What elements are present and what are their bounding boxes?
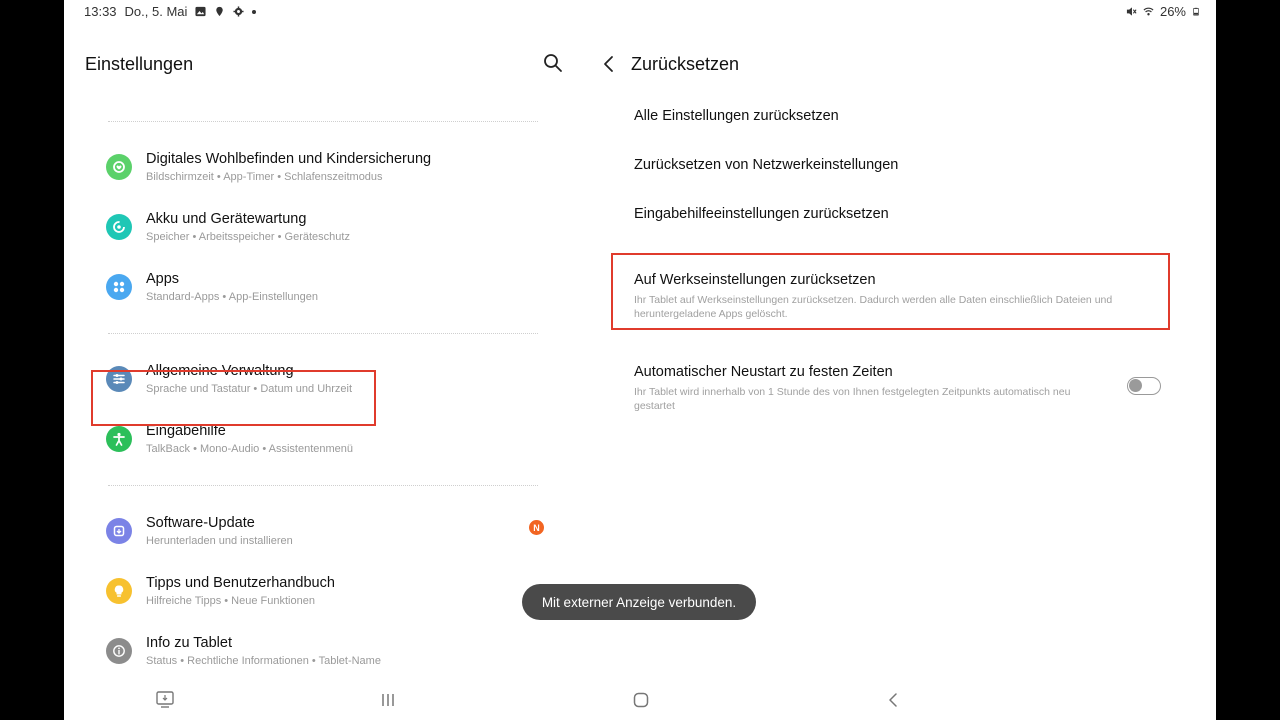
toggle-knob — [1129, 379, 1142, 392]
settings-item-subtitle: Herunterladen und installieren — [146, 535, 293, 547]
battery-icon — [1192, 6, 1200, 17]
reset-item-title: Auf Werkseinstellungen zurücksetzen — [634, 272, 876, 288]
reset-accessibility-settings-item[interactable] — [634, 206, 1174, 222]
tablet-screen — [64, 0, 1216, 720]
page-title: Einstellungen — [85, 54, 194, 74]
settings-item-title: Apps — [146, 271, 180, 287]
settings-item-general-management[interactable] — [104, 358, 544, 414]
settings-item-subtitle: Bildschirmzeit • App-Timer • Schlafenszeitmodus — [146, 171, 383, 183]
settings-item-tips[interactable] — [104, 570, 544, 626]
settings-notification-icon — [233, 6, 244, 17]
reset-network-settings-item[interactable] — [634, 157, 1174, 173]
reset-pane — [584, 22, 1216, 682]
divider — [108, 485, 538, 486]
home-icon[interactable] — [630, 690, 652, 710]
settings-item-title: Digitales Wohlbefinden und Kindersicherung — [146, 151, 432, 167]
tips-icon — [106, 578, 132, 604]
status-date: Do., 5. Mai — [124, 4, 188, 19]
info-icon — [106, 638, 132, 664]
reset-item-title: Zurücksetzen von Netzwerkeinstellungen — [634, 157, 899, 173]
settings-item-subtitle: Status • Rechtliche Informationen • Tablet-Name — [146, 655, 381, 667]
settings-list-pane — [64, 22, 564, 682]
settings-item-subtitle: Sprache und Tastatur • Datum und Uhrzeit — [146, 383, 353, 395]
settings-item-accessibility[interactable] — [104, 418, 544, 474]
back-icon[interactable] — [883, 690, 905, 710]
taskbar-toggle-icon[interactable] — [154, 690, 176, 710]
factory-reset-item[interactable] — [634, 272, 1174, 321]
settings-item-subtitle: Speicher • Arbeitsspeicher • Geräteschutz — [146, 231, 350, 243]
auto-restart-item[interactable] — [634, 364, 1104, 413]
settings-item-title: Eingabehilfe — [146, 423, 226, 439]
reset-all-settings-item[interactable] — [634, 108, 1174, 124]
settings-item-title: Akku und Gerätewartung — [146, 211, 307, 227]
general-management-icon — [106, 366, 132, 392]
gallery-notification-icon — [195, 6, 206, 17]
settings-item-wellbeing[interactable] — [104, 146, 544, 202]
settings-item-title: Tipps und Benutzerhandbuch — [146, 575, 335, 591]
settings-item-battery-care[interactable] — [104, 206, 544, 262]
settings-item-title: Info zu Tablet — [146, 635, 232, 651]
reset-page-title: Zurücksetzen — [631, 54, 740, 74]
auto-restart-toggle[interactable] — [1127, 377, 1161, 395]
navigation-bar — [64, 682, 1216, 720]
toast-message: Mit externer Anzeige verbunden. — [522, 584, 756, 620]
settings-item-title: Software-Update — [146, 515, 255, 531]
reset-item-title: Eingabehilfeeinstellungen zurücksetzen — [634, 206, 889, 222]
battery-percent: 26% — [1159, 4, 1186, 19]
mute-icon — [1126, 6, 1137, 17]
settings-item-apps[interactable] — [104, 266, 544, 322]
wellbeing-icon — [106, 154, 132, 180]
back-arrow-icon[interactable] — [600, 54, 618, 74]
status-bar — [64, 0, 1216, 22]
reset-item-subtitle: Ihr Tablet auf Werkseinstellungen zurücksetzen. Dadurch werden alle Daten einschließlich Dateien und heruntergeladene Apps gelöscht. — [634, 294, 1113, 320]
settings-item-about-tablet[interactable] — [104, 630, 544, 686]
settings-item-software-update[interactable] — [104, 510, 544, 566]
divider — [108, 121, 538, 122]
wifi-icon — [1143, 6, 1154, 17]
more-notifications-dot-icon — [252, 10, 256, 14]
location-notification-icon — [214, 6, 225, 17]
battery-care-icon — [106, 214, 132, 240]
settings-item-subtitle: Hilfreiche Tipps • Neue Funktionen — [146, 595, 315, 607]
search-icon[interactable] — [542, 52, 564, 74]
settings-item-title: Allgemeine Verwaltung — [146, 363, 294, 379]
accessibility-icon — [106, 426, 132, 452]
status-time: 13:33 — [84, 4, 117, 19]
settings-item-subtitle: TalkBack • Mono-Audio • Assistentenmenü — [146, 443, 354, 455]
settings-item-subtitle: Standard-Apps • App-Einstellungen — [146, 291, 319, 303]
software-update-icon — [106, 518, 132, 544]
divider — [108, 333, 538, 334]
reset-item-title: Alle Einstellungen zurücksetzen — [634, 108, 839, 124]
reset-item-title: Automatischer Neustart zu festen Zeiten — [634, 364, 893, 380]
new-badge: N — [529, 520, 544, 535]
reset-item-subtitle: Ihr Tablet wird innerhalb von 1 Stunde des von Ihnen festgelegten Zeitpunkts automatisch neu gestartet — [634, 386, 1071, 412]
apps-icon — [106, 274, 132, 300]
recent-apps-icon[interactable] — [377, 690, 399, 710]
